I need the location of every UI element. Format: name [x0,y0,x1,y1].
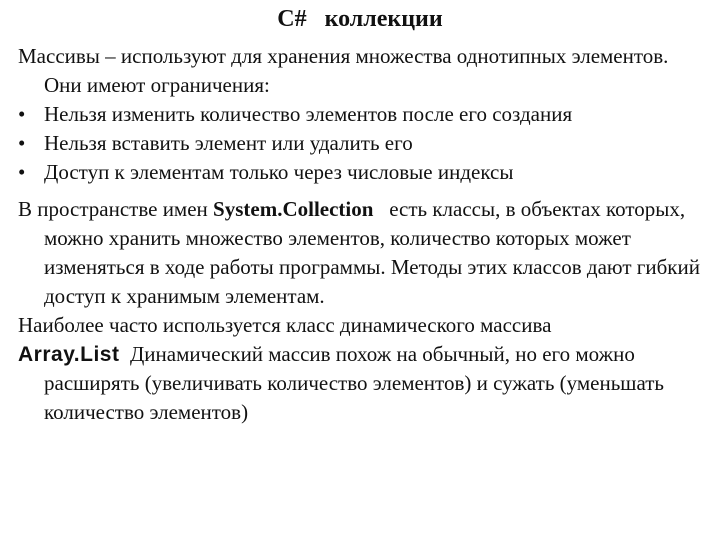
list-item-text: Нельзя вставить элемент или удалить его [44,131,413,155]
common-class-paragraph: Наиболее часто используется класс динамического массива [18,313,552,337]
list-item [18,100,708,129]
list-item-text: Доступ к элементам только через числовые индексы [44,160,514,184]
bullet-icon: • [18,160,26,184]
namespace-name: System.Collection [213,197,374,221]
arraylist-text: Динамический массив похож на обычный, но его можно расширять (увеличивать количество элементов) и сужать (уменьшать количество элементов) [44,342,670,424]
collections-prefix: В пространстве имен [18,197,214,221]
intro-paragraph: Массивы – используют для хранения множества однотипных элементов. Они имеют ограничения: [18,44,669,97]
slide-title: C# коллекции [277,6,443,32]
list-item [18,129,708,158]
collections-paragraph [18,195,708,311]
bullet-icon: • [18,131,26,155]
arraylist-paragraph [18,340,708,427]
bullet-icon: • [18,102,26,126]
list-item-text: Нельзя изменить количество элементов после его создания [44,102,573,126]
slide-content [18,42,708,427]
list-item [18,158,708,187]
collections-text: есть классы, в объектах которых, можно хранить множество элементов, количество которых может изменяться в ходе работы программы. Методы этих классов дают гибкий доступ к хранимым элементам. [44,197,706,308]
arraylist-name: Array.List [18,343,120,366]
limitations-list [18,100,708,187]
